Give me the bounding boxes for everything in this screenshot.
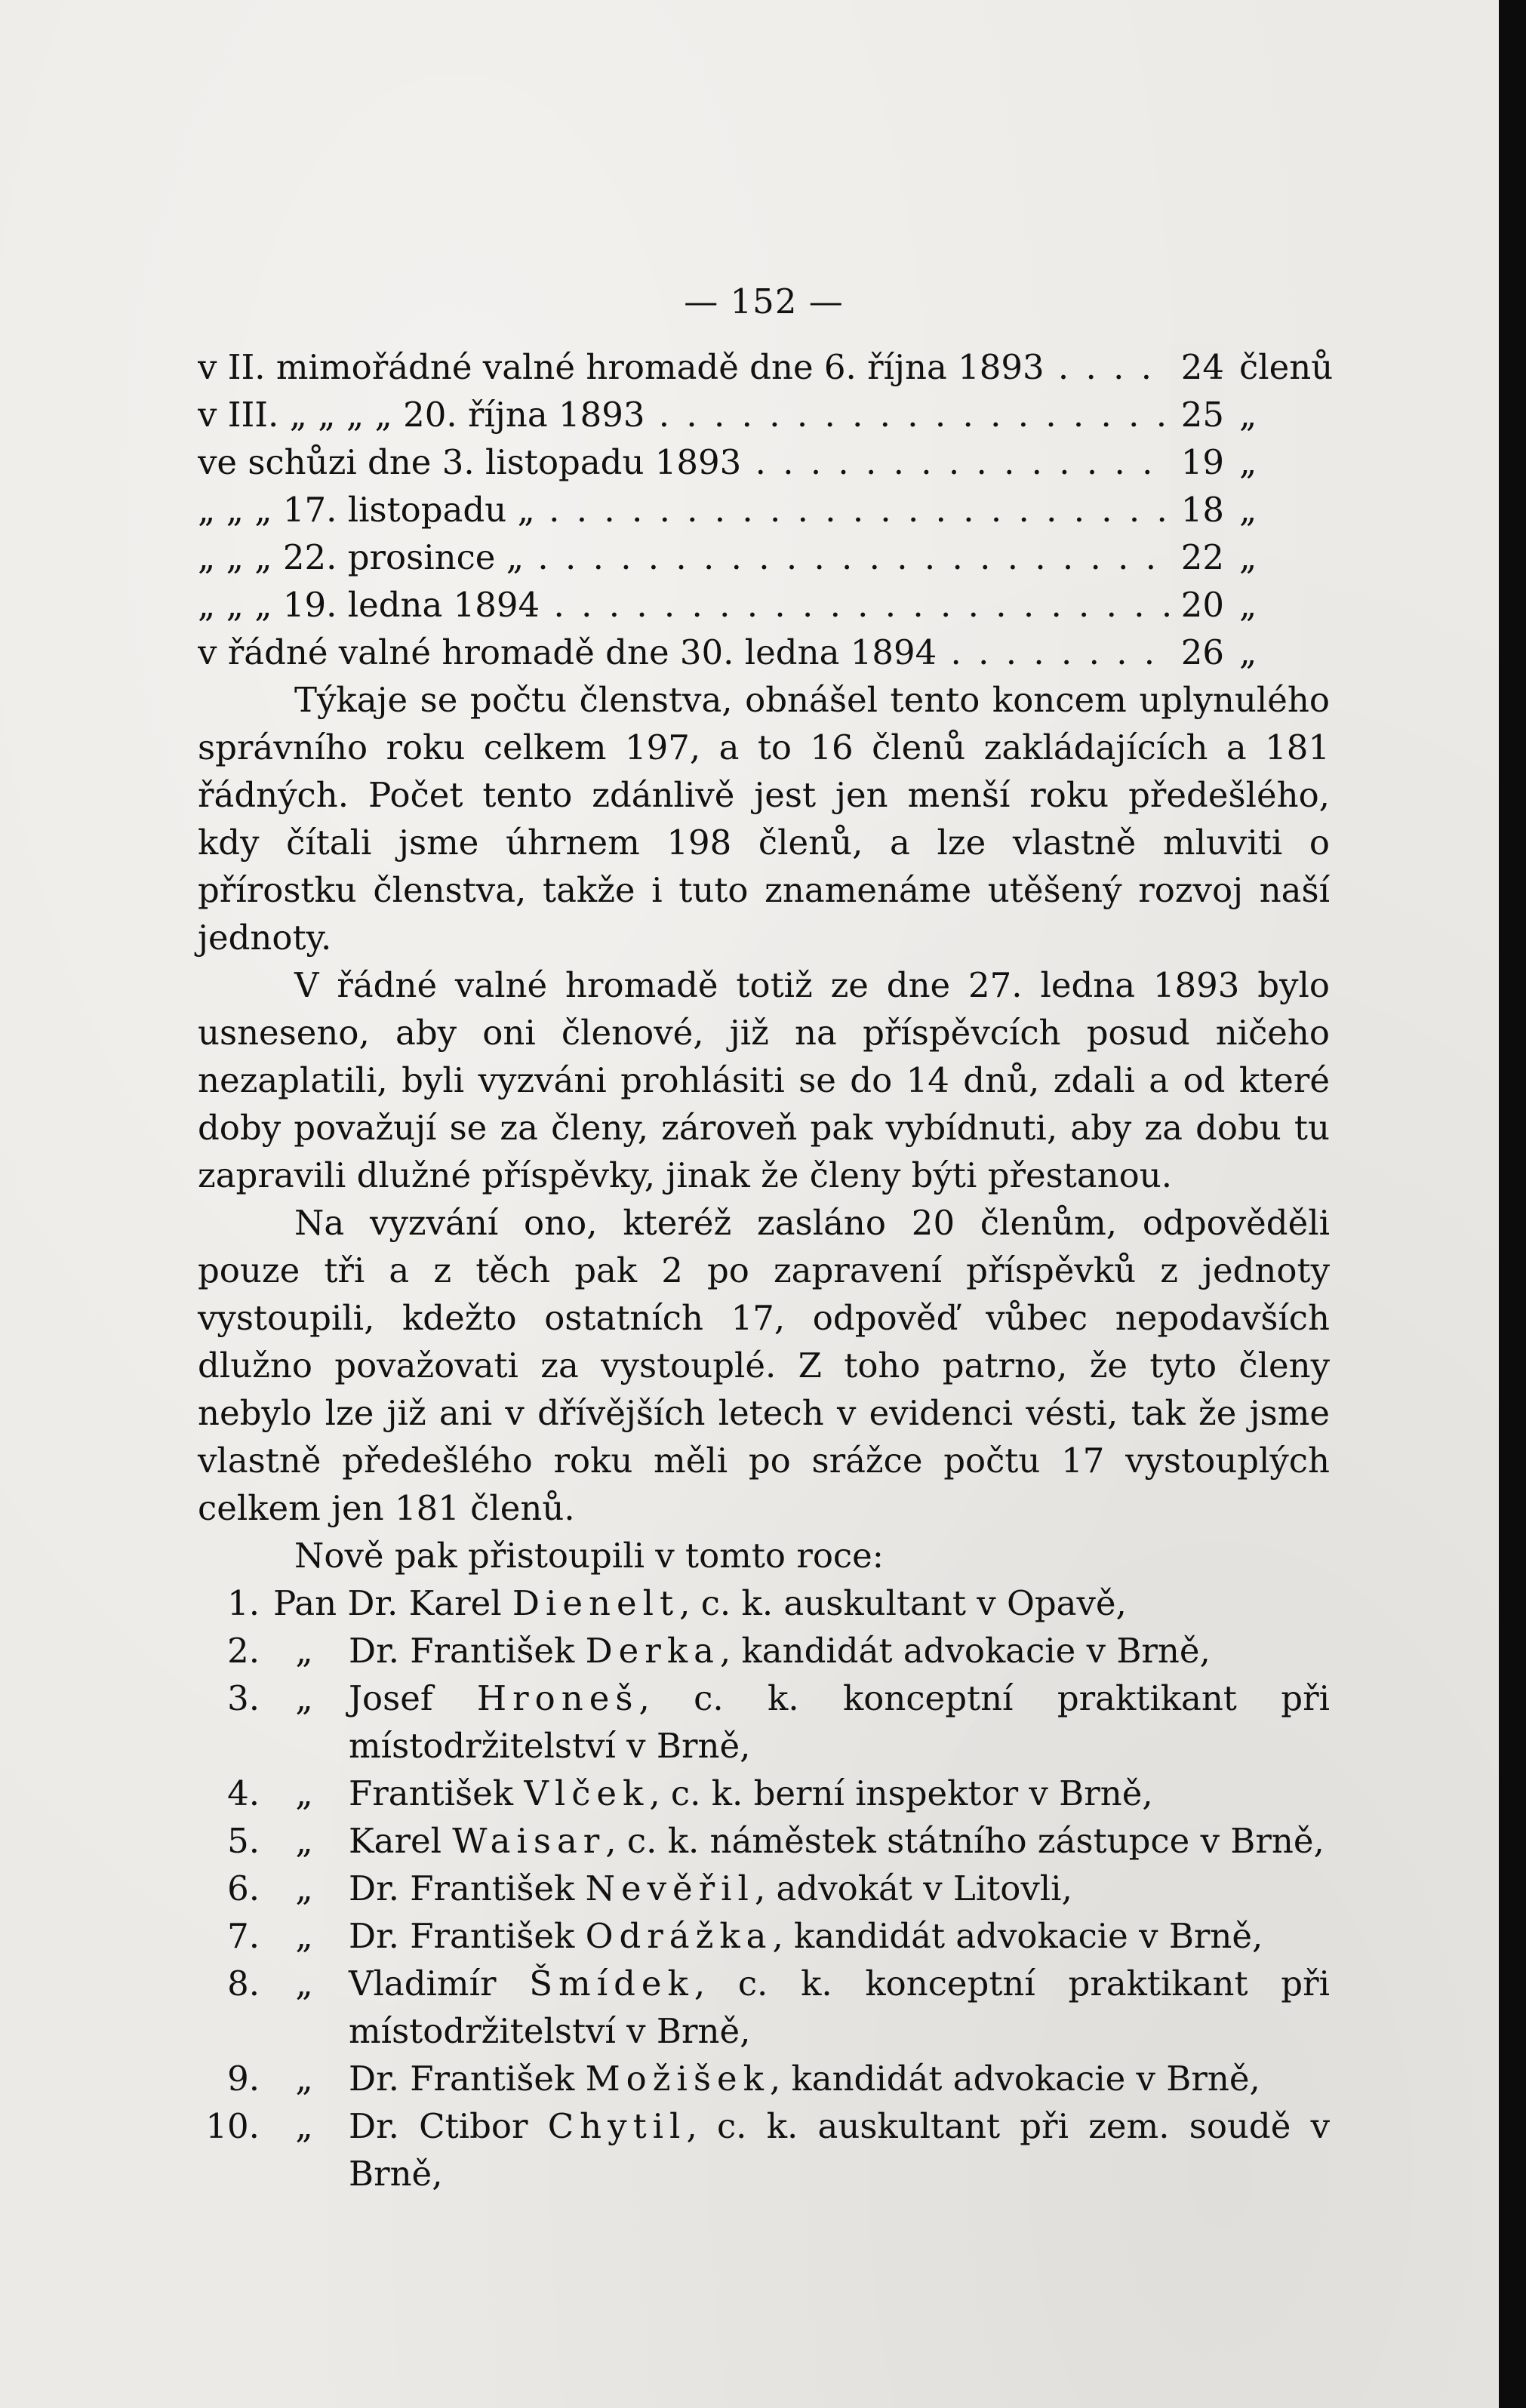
attendance-count: 26 [1170, 629, 1224, 676]
member-text [349, 1960, 1330, 2055]
ditto-mark: „ [295, 1773, 313, 1813]
attendance-label: v III. „ „ „ „ 20. října 1893 . . . [198, 391, 1170, 438]
attendance-label: v řádné valné hromadě dne 30. ledna 1894 . . . [198, 629, 1170, 676]
member-prefix: František [349, 1773, 514, 1813]
member-description: , c. k. náměstek státního zástupce v Brně, [605, 1821, 1324, 1861]
ditto-mark: „ [295, 2106, 313, 2146]
member-name: Šmídek [529, 1964, 694, 2004]
member-number: 2. [227, 1631, 260, 1671]
member-prefix: Dr. Ctibor [349, 2106, 528, 2146]
list-item [198, 1579, 1330, 1627]
paragraph-new-members-intro: Nově pak přistoupili v tomto roce: [294, 1536, 884, 1576]
member-text [260, 1579, 1330, 1627]
member-prefix: Pan Dr. Karel [273, 1583, 502, 1623]
member-prefix: Karel [349, 1821, 441, 1861]
attendance-row [198, 343, 1334, 391]
list-item [198, 2102, 1330, 2197]
member-description: , c. k. konceptní praktikant při místodržitelství v Brně, [349, 1678, 1330, 1766]
member-prefix: Dr. František [349, 1916, 575, 1956]
ditto-mark: „ [295, 1916, 313, 1956]
member-prefix: Dr. František [349, 1868, 575, 1908]
list-item [198, 1865, 1330, 1912]
member-description: , advokát v Litovli, [754, 1868, 1072, 1908]
member-number: 1. [227, 1583, 260, 1623]
member-prefix: Josef [349, 1678, 433, 1718]
member-description: , kandidát advokacie v Brně, [719, 1631, 1211, 1671]
member-number: 4. [227, 1773, 260, 1813]
attendance-count: 25 [1170, 391, 1224, 438]
member-name: Dienelt [512, 1583, 680, 1623]
ditto-mark: „ [295, 1964, 313, 2004]
member-text [349, 2055, 1330, 2102]
member-name: Vlček [524, 1773, 650, 1813]
member-name: Nevěřil [585, 1868, 755, 1908]
attendance-label: „ „ „ 19. ledna 1894 . . . [198, 581, 1170, 629]
attendance-row [198, 581, 1330, 629]
attendance-unit: „ [1239, 490, 1257, 530]
attendance-list [198, 343, 1334, 676]
paragraph-membership-count: Týkaje se počtu členstva, obnášel tento koncem uplynulého správního roku celkem 197, a to 16 členů zakládajících a 181 řádných. Počet tento zdánlivě jest jen menší roku předešlého, kdy čítali jsme úhrnem 198 členů, a lze vlastně mluviti o přírostku členstva, takže i tuto znamenáme utěšený rozvoj naší jednoty. [198, 680, 1330, 958]
attendance-unit: „ [1239, 537, 1257, 577]
page-number: — 152 — [684, 281, 844, 321]
attendance-count: 20 [1170, 581, 1224, 629]
member-number: 6. [227, 1868, 260, 1908]
member-number: 7. [227, 1916, 260, 1956]
member-text [349, 1627, 1330, 1675]
attendance-count: 22 [1170, 534, 1224, 581]
member-prefix: Dr. František [349, 2059, 575, 2099]
new-members-list [198, 1579, 1330, 2197]
member-description: , c. k. berní inspektor v Brně, [649, 1773, 1153, 1813]
list-item [198, 1912, 1330, 1960]
list-item [198, 1960, 1330, 2055]
attendance-unit: „ [1239, 395, 1257, 435]
member-name: Chytil [547, 2106, 687, 2146]
member-name: Waisar [452, 1821, 606, 1861]
member-number: 8. [227, 1964, 260, 2004]
member-text [349, 1912, 1330, 1960]
attendance-unit: „ [1239, 585, 1257, 625]
member-number: 5. [227, 1821, 260, 1861]
member-text [349, 1675, 1330, 1770]
attendance-row [198, 438, 1330, 486]
member-name: Možišek [585, 2059, 770, 2099]
member-description: , c. k. konceptní praktikant při místodržitelství v Brně, [349, 1964, 1330, 2051]
attendance-row [198, 391, 1330, 438]
list-item [198, 1627, 1330, 1675]
attendance-label: „ „ „ 22. prosince „ . . . [198, 534, 1170, 581]
member-number: 10. [205, 2106, 260, 2146]
scan-border [1499, 0, 1526, 2408]
member-name: Hroneš [476, 1678, 639, 1718]
attendance-unit: členů [1239, 347, 1334, 387]
member-prefix: Vladimír [349, 1964, 497, 2004]
member-text [349, 1817, 1330, 1865]
ditto-mark: „ [295, 1631, 313, 1671]
attendance-unit: „ [1239, 442, 1257, 482]
member-name: Odrážka [585, 1916, 773, 1956]
attendance-row [198, 534, 1330, 581]
member-text [349, 1770, 1330, 1817]
list-item [198, 2055, 1330, 2102]
ditto-mark: „ [295, 1821, 313, 1861]
attendance-count: 18 [1170, 486, 1224, 534]
attendance-label: „ „ „ 17. listopadu „ . . . [198, 486, 1170, 534]
member-text [349, 2102, 1330, 2197]
page-content [198, 278, 1334, 2197]
list-item [198, 1817, 1330, 1865]
attendance-unit: „ [1239, 632, 1257, 672]
member-number: 3. [227, 1678, 260, 1718]
member-name: Derka [585, 1631, 720, 1671]
member-description: , kandidát advokacie v Brně, [772, 1916, 1263, 1956]
list-item [198, 1770, 1330, 1817]
attendance-label: ve schůzi dne 3. listopadu 1893 . . . [198, 438, 1170, 486]
attendance-row [198, 629, 1330, 676]
attendance-count: 19 [1170, 438, 1224, 486]
attendance-row [198, 486, 1330, 534]
ditto-mark: „ [295, 2059, 313, 2099]
ditto-mark: „ [295, 1868, 313, 1908]
paragraph-general-meeting: V řádné valné hromadě totiž ze dne 27. ledna 1893 bylo usneseno, aby oni členové, již na příspěvcích posud ničeho nezaplatili, byli vyzváni prohlásiti se do 14 dnů, zdali a od které doby považují se za členy, zároveň pak vybídnuti, aby za dobu tu zapravili dlužné příspěvky, jinak že členy býti přestanou. [198, 965, 1330, 1195]
attendance-label: v II. mimořádné valné hromadě dne 6. října 1893 . . . [198, 343, 1170, 391]
member-description: , kandidát advokacie v Brně, [769, 2059, 1260, 2099]
member-text [349, 1865, 1330, 1912]
attendance-count: 24 [1170, 343, 1224, 391]
member-number: 9. [227, 2059, 260, 2099]
ditto-mark: „ [295, 1678, 313, 1718]
list-item [198, 1675, 1330, 1770]
member-description: , c. k. auskultant při zem. soudě v Brně, [349, 2106, 1330, 2194]
member-description: , c. k. auskultant v Opavě, [679, 1583, 1127, 1623]
member-prefix: Dr. František [349, 1631, 575, 1671]
paragraph-call-response: Na vyzvání ono, kteréž zasláno 20 členům, odpověděli pouze tři a z těch pak 2 po zapravení příspěvků z jednoty vystoupili, kdežto ostatních 17, odpověď vůbec nepodavších dlužno považovati za vystouplé. Z toho patrno, že tyto členy nebylo lze již ani v dřívějších letech v evidenci vésti, tak že jsme vlastně předešlého roku měli po srážce počtu 17 vystouplých celkem jen 181 členů. [198, 1203, 1330, 1528]
